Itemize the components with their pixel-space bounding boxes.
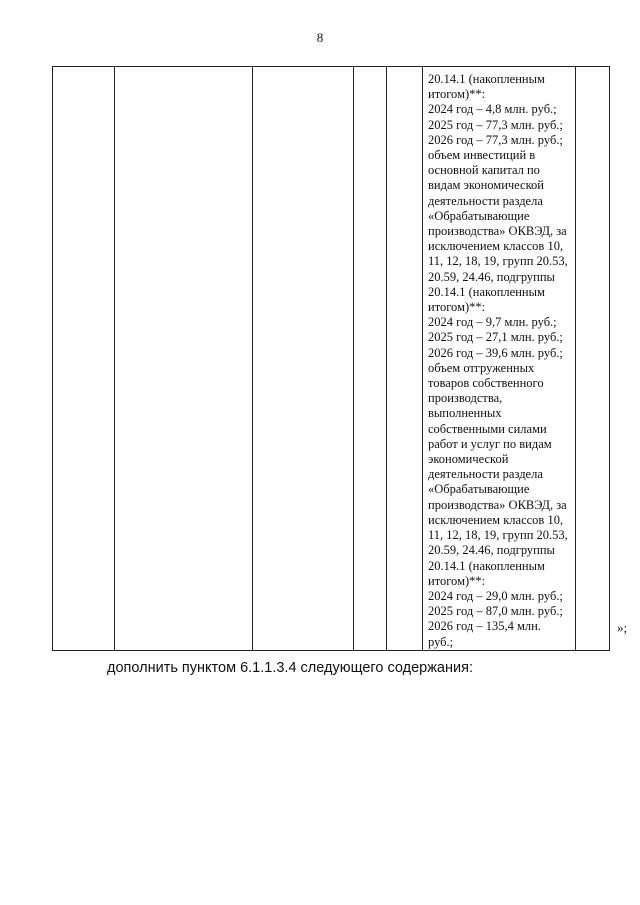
indicator-text-line: 20.14.1 (накопленным	[428, 72, 545, 86]
indicator-text-line: 2025 год – 87,0 млн. руб.;	[428, 604, 563, 619]
indicator-text-line: 2024 год – 9,7 млн. руб.;	[428, 315, 557, 330]
indicator-text-line: 2025 год – 27,1 млн. руб.;	[428, 330, 563, 345]
table-cell-empty	[115, 67, 253, 651]
indicator-text-line: основной капитал по	[428, 163, 540, 178]
indicator-text-line: деятельности раздела	[428, 193, 543, 208]
indicator-text-line: 20.14.1 (накопленным	[428, 284, 545, 299]
indicator-text-line: собственными силами	[428, 421, 547, 436]
table-row	[53, 67, 610, 651]
indicator-text-line: исключением классов 10,	[428, 512, 564, 527]
indicator-text-line: производства» ОКВЭД, за	[428, 497, 567, 512]
indicator-text-line: выполненных	[428, 406, 502, 421]
indicator-text-line: 2024 год – 4,8 млн. руб.;	[428, 102, 557, 117]
indicator-text-line: работ и услуг по видам	[428, 436, 552, 451]
indicator-text-line: 20.59, 24.46, подгруппы	[428, 543, 555, 558]
indicator-text-line: 11, 12, 18, 19, групп 20.53,	[428, 528, 568, 543]
table-cell-empty	[354, 67, 387, 651]
indicator-text-line: 2026 год – 39,6 млн. руб.;	[428, 345, 563, 360]
indicators-table	[52, 66, 610, 651]
indicators-text	[423, 67, 575, 650]
indicator-text-line: производства» ОКВЭД, за	[428, 224, 567, 239]
indicator-text-line: 20.14.1 (накопленным	[428, 558, 545, 573]
table-cell-empty	[53, 67, 115, 651]
indicator-text-line: итогом)**:	[428, 573, 486, 588]
indicator-text-line: исключением классов 10,	[428, 239, 564, 254]
page-number: 8	[316, 30, 324, 45]
indicator-text-line: производства,	[428, 391, 503, 406]
indicator-text-line: «Обрабатывающие	[428, 208, 530, 223]
indicator-text-line: объем отгруженных	[428, 360, 535, 375]
indicator-text-line: 2026 год – 77,3 млн. руб.;	[428, 132, 563, 147]
indicator-text-line: экономической	[428, 452, 509, 467]
table-cell-empty	[253, 67, 354, 651]
indicator-text-line: объем инвестиций в	[428, 148, 536, 163]
indicator-text-line: 2024 год – 29,0 млн. руб.;	[428, 588, 563, 603]
indicator-text-line: видам экономической	[428, 178, 544, 193]
table-cell-empty	[576, 67, 610, 651]
indicator-text-line: итогом)**:	[428, 87, 486, 102]
table-cell-empty	[387, 67, 423, 651]
indicator-text-line: 20.59, 24.46, подгруппы	[428, 269, 555, 284]
indicator-text-line: 11, 12, 18, 19, групп 20.53,	[428, 254, 568, 269]
indicator-text-line: итогом)**:	[428, 300, 486, 315]
amendment-text: дополнить пунктом 6.1.1.3.4 следующего содержания:	[107, 660, 473, 676]
indicator-text-line: «Обрабатывающие	[428, 482, 530, 497]
closing-quote-mark: »;	[617, 620, 628, 635]
indicator-text-line: руб.;	[428, 634, 454, 649]
indicator-text-line: 2026 год – 135,4 млн.	[428, 619, 541, 634]
indicator-text-line: 2025 год – 77,3 млн. руб.;	[428, 117, 563, 132]
indicator-text-line: деятельности раздела	[428, 467, 543, 482]
table-cell-indicators	[423, 67, 576, 651]
indicator-text-line: товаров собственного	[428, 376, 544, 391]
